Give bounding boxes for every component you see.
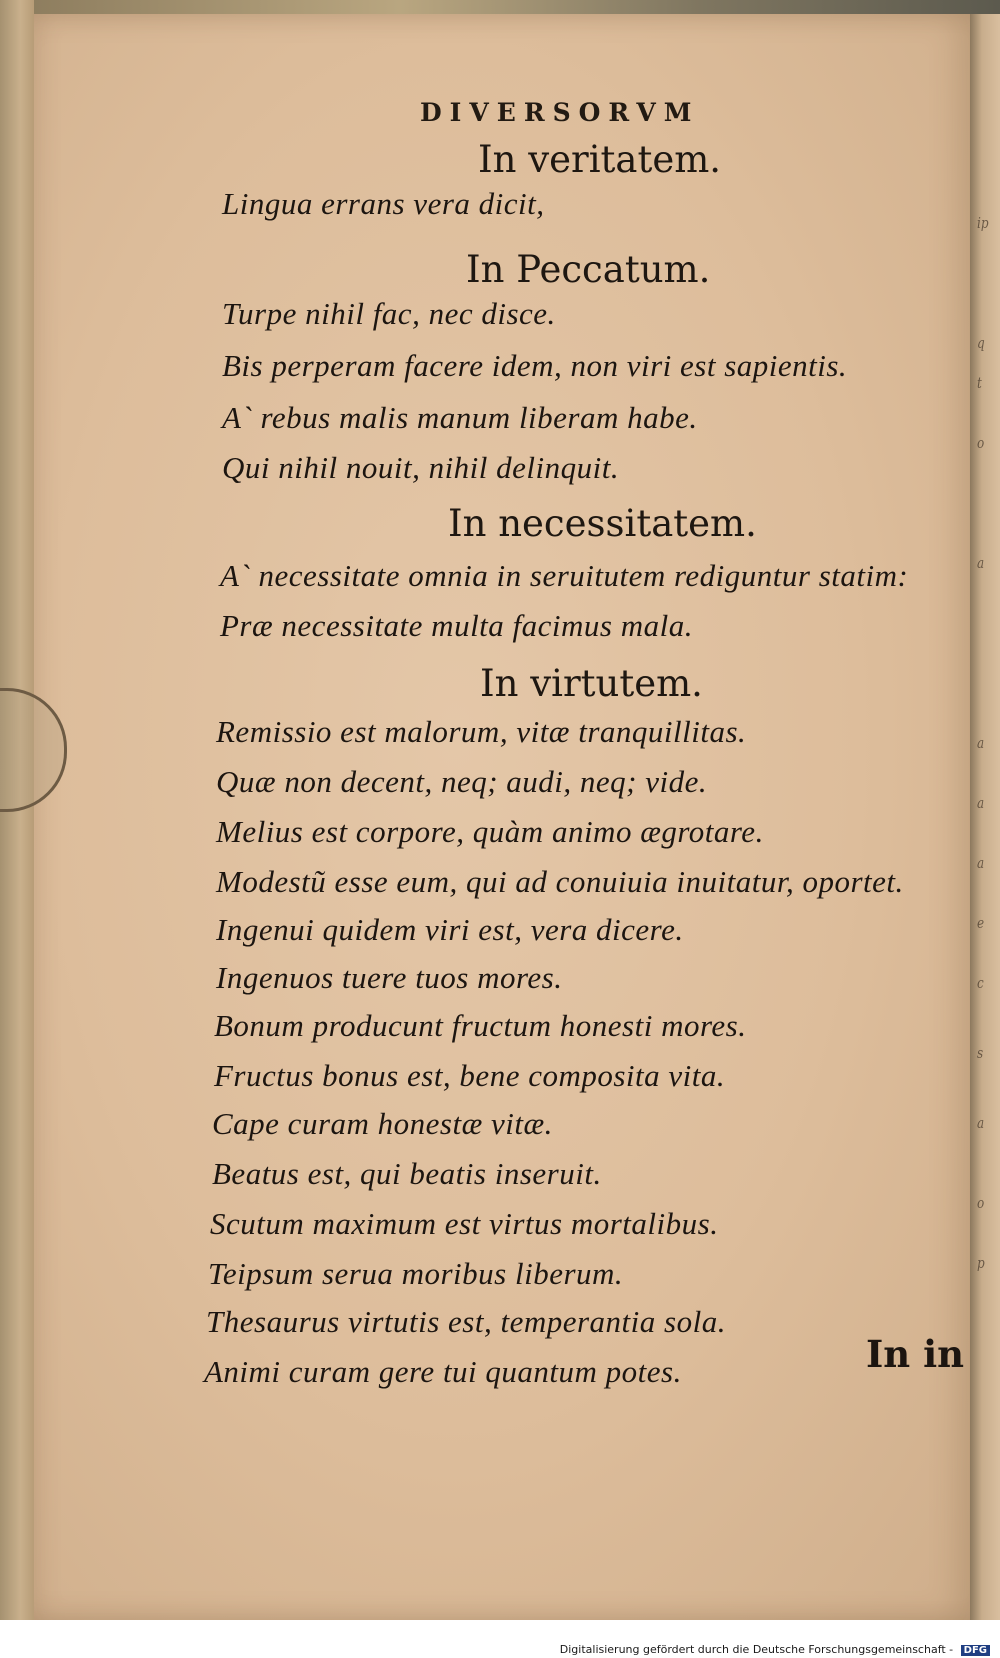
text-line: A` rebus malis manum liberam habe.: [222, 400, 698, 435]
dfg-logo: DFG: [961, 1645, 990, 1656]
text-line: Teipsum serua moribus liberum.: [208, 1256, 624, 1291]
running-head: DIVERSORVM: [420, 98, 700, 127]
text-line: Fructus bonus est, bene composita vita.: [214, 1058, 726, 1093]
text-line: A` necessitate omnia in seruitutem rediguntur statim:: [220, 558, 909, 593]
text-line: Modestũ esse eum, qui ad conuiuia inuitatur, oportet.: [216, 864, 904, 899]
section-heading: In Peccatum.: [466, 248, 711, 291]
section-heading: In necessitatem.: [448, 502, 757, 545]
facing-page-edge: ip q t o a a a a e c s a o p: [970, 14, 1000, 1620]
text-line: Præ necessitate multa facimus mala.: [220, 608, 693, 643]
section-heading: In virtutem.: [480, 662, 703, 705]
text-line: Quæ non decent, neq; audi, neq; vide.: [216, 764, 708, 799]
section-heading: In veritatem.: [478, 138, 722, 181]
digitization-credit: [560, 1643, 990, 1656]
text-line: Turpe nihil fac, nec disce.: [222, 296, 556, 331]
text-line: Ingenuos tuere tuos mores.: [216, 960, 563, 995]
book-spine-edge: [0, 0, 34, 1658]
text-line: Animi curam gere tui quantum potes.: [204, 1354, 682, 1389]
text-line: Bis perperam facere idem, non viri est sapientis.: [222, 348, 848, 383]
text-line: Remissio est malorum, vitæ tranquillitas.: [216, 714, 747, 749]
catchword: In in: [866, 1332, 965, 1376]
text-line: Beatus est, qui beatis inseruit.: [212, 1156, 602, 1191]
text-line: Melius est corpore, quàm animo ægrotare.: [216, 814, 764, 849]
text-line: Lingua errans vera dicit,: [222, 186, 545, 221]
credit-text: Digitalisierung gefördert durch die Deutsche Forschungsgemeinschaft -: [559, 1643, 954, 1656]
text-line: Thesaurus virtutis est, temperantia sola.: [206, 1304, 726, 1339]
text-line: Qui nihil nouit, nihil delinquit.: [222, 450, 620, 485]
text-line: Cape curam honestæ vitæ.: [212, 1106, 553, 1141]
text-line: Bonum producunt fructum honesti mores.: [214, 1008, 747, 1043]
text-line: Ingenui quidem viri est, vera dicere.: [216, 912, 684, 947]
text-line: Scutum maximum est virtus mortalibus.: [210, 1206, 719, 1241]
